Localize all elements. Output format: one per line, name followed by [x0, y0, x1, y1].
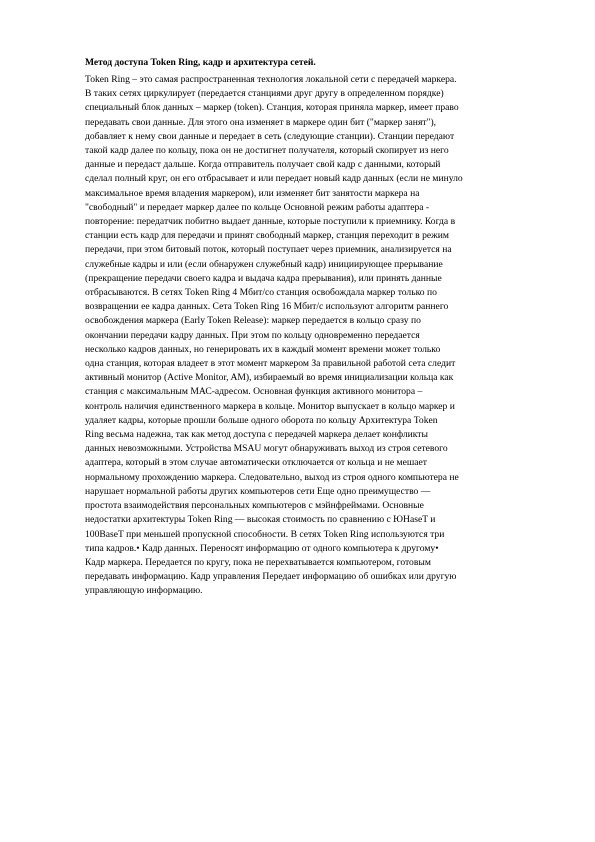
body-text-line: контроль наличия единственного маркера в кольце. Монитор выпускает в кольцо маркер и [85, 400, 455, 412]
body-text-line: удаляет кадры, которые прошли больше одного оборота по кольцу Архитектура Token [85, 414, 438, 426]
body-text-line: управляющую информацию. [85, 585, 203, 597]
body-text-line: окончании передачи кадру данных. При этом по кольцу одновременно передается [85, 329, 420, 341]
body-text-line: нормальному прохождению маркера. Следовательно, выход из строя одного компьютера не [85, 471, 459, 483]
body-text-line: Ring весьма надежна, так как метод доступа с передачей маркера делает конфликты [85, 429, 428, 441]
document-body [85, 73, 515, 599]
body-text-line: несколько кадров данных, но генерировать их в каждый момент времени может только [85, 343, 441, 355]
body-text-line: 100BaseT при меньшей пропускной способности. В сетях Token Ring используются три [85, 528, 445, 540]
body-text-line: отбрасываются. В сетях Token Ring 4 Мбит/со станция освобождала маркер только по [85, 287, 437, 299]
body-text-line: "свободный" и передает маркер далее по кольце Основной режим работы адаптера - [85, 201, 430, 213]
body-text-line: возвращении ее кадра данных. Сета Token Ring 16 Мбит/с используют алгоритм раннего [85, 301, 449, 313]
body-text-line: В таких сетях циркулирует (передается станциями друг другу в определенном порядке) [85, 88, 444, 100]
body-text-line: простота взаимодействия персональных компьютеров с мэйнфреймами. Основные [85, 500, 424, 512]
body-text-line: (прекращение передачи своего кадра и выдача кадра прерывания), или принять данные [85, 272, 442, 284]
document-title: Метод доступа Token Ring, кадр и архитектура сетей. [85, 57, 316, 68]
body-text-line: данные и передаст дальше. Когда отправитель получает свой кадр с данными, который [85, 159, 441, 171]
document-page [85, 56, 515, 599]
body-text-line: активный монитор (Active Monitor, AM), избираемый во время инициализации кольца как [85, 372, 454, 384]
body-text-line: максимальное время владения маркером), или изменяет бит занятости маркера на [85, 187, 420, 199]
body-text-line: станции есть кадр для передачи и принят свободный маркер, станция переходит в режим [85, 230, 449, 242]
body-text-line: специальный блок данных – маркер (token). Станция, которая приняла маркер, имеет право [85, 102, 459, 114]
body-text-line: Кадр маркера. Передается по кругу, пока не перехватывается компьютером, готовым [85, 556, 431, 568]
body-text-line: недостатки архитектуры Token Ring — высокая стоимость по сравнению с ЮНаseT и [85, 514, 436, 526]
body-text-line: типа кадров.• Кадр данных. Переносят информацию от одного компьютера к другому• [85, 542, 439, 554]
body-text-line: передавать свои данные. Для этого она изменяет в маркере один бит ("маркер занят"), [85, 116, 437, 128]
body-text-line: служебные кадры и или (если обнаружен служебный кадр) инициирующее прерывание [85, 258, 443, 270]
body-text-line: станция с максимальным МАС-адресом. Основная функция активного монитора – [85, 386, 423, 398]
body-text-line: освобождения маркера (Early Token Release): маркер передается в кольцо сразу по [85, 315, 421, 327]
body-text-line: повторение: передатчик побитно выдает данные, которые поступили к приемнику. Когда в [85, 216, 456, 228]
body-text-line: передавать информацию. Кадр управления Передает информацию об ошибках или другую [85, 571, 457, 583]
body-text-line: одна станция, которая владеет в этот момент маркером За правильной работой сета следит [85, 358, 456, 370]
body-text-line: передачи, при этом битовый поток, который поступает через приемник, анализируется на [85, 244, 452, 256]
body-text-line: нарушает нормальной работы других компьютеров сети Еще одно преимущество — [85, 485, 431, 497]
body-text-line: Token Ring – это самая распространенная технология локальной сети с передачей маркера. [85, 74, 457, 85]
body-text-line: адаптера, который в этом случае автоматически отключается от кольца и не мешает [85, 457, 427, 469]
body-text-line: данных невозможными. Устройства MSAU могут обнаруживать выход из строя сетевого [85, 443, 448, 455]
body-text-line: добавляет к нему свои данные и передает в сеть (следующие станции). Станции передают [85, 130, 455, 142]
body-text-line: сделал полный круг, он его отбрасывает и или передает новый кадр данных (если не минуло [85, 173, 463, 185]
body-text-line: такой кадр далее по кольцу, пока он не достигнет получателя, который скопирует из него [85, 145, 449, 157]
